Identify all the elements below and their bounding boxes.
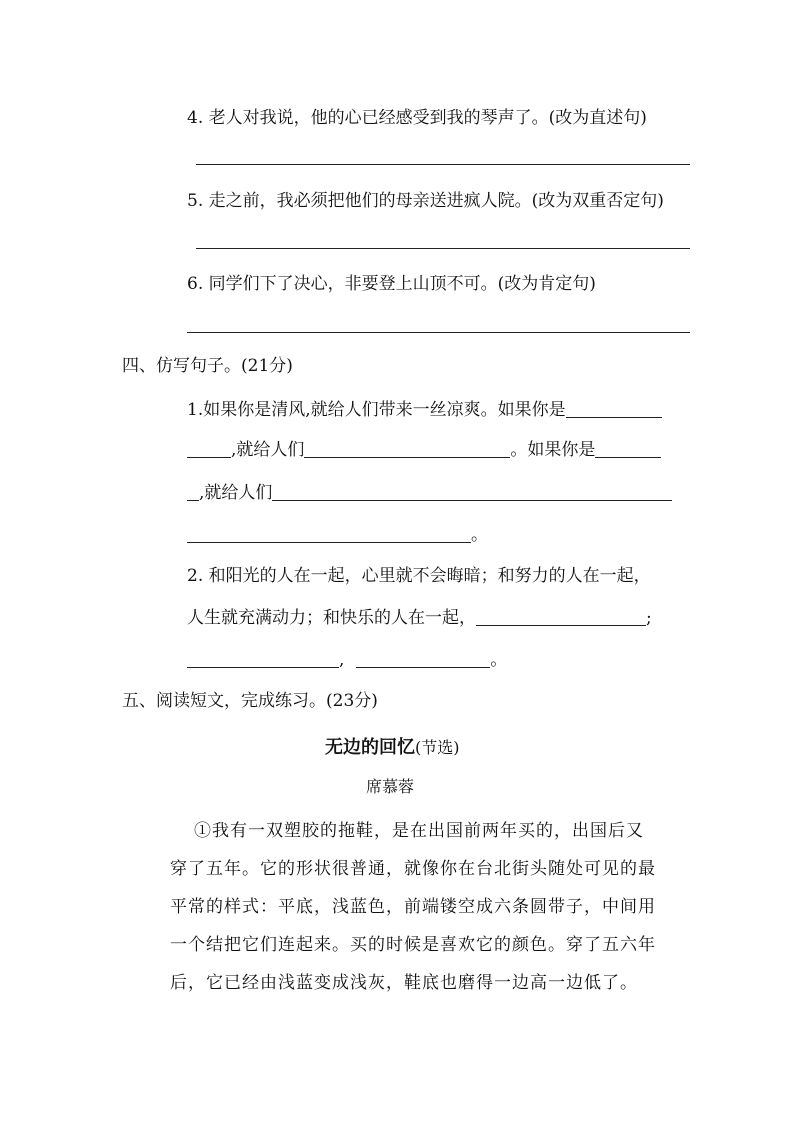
section4-q1-line3: [187, 481, 672, 505]
section4-q2-line3: [187, 648, 507, 672]
fill-blank[interactable]: [187, 526, 471, 543]
question-number: 5.: [187, 191, 204, 211]
question-number: 4.: [187, 108, 204, 128]
question-5: [187, 189, 664, 213]
fill-blank[interactable]: [595, 441, 661, 458]
section4-q1-line4: [187, 523, 488, 547]
answer-line-4[interactable]: [196, 164, 690, 165]
question-4: [187, 106, 647, 130]
reading-title-note: (节选): [415, 738, 460, 757]
question-text: 走之前，我必须把他们的母亲送进疯人院。(改为双重否定句): [208, 191, 664, 211]
q1-text: 。如果你是: [510, 440, 596, 460]
question-text: 同学们下了决心，非要登上山顶不可。(改为肯定句): [208, 274, 596, 294]
q1-text: 1.如果你是清风,就给人们带来一丝凉爽。如果你是: [187, 400, 566, 420]
fill-blank[interactable]: [476, 609, 646, 626]
q1-text: ,就给人们: [231, 440, 305, 460]
section4-q1-line1: [187, 398, 662, 422]
answer-line-6[interactable]: [187, 332, 690, 333]
answer-line-5[interactable]: [196, 248, 690, 249]
fill-blank[interactable]: [566, 401, 662, 418]
question-6: [187, 272, 596, 296]
section5-heading: 五、阅读短文，完成练习。(23分): [122, 691, 378, 711]
reading-author: 席慕蓉: [366, 777, 415, 796]
question-number: 6.: [187, 274, 204, 294]
fill-blank[interactable]: [187, 484, 199, 501]
q2-text: 人生就充满动力；和快乐的人在一起，: [187, 608, 476, 628]
q1-text: ,就给人们: [199, 483, 273, 503]
question-text: 老人对我说，他的心已经感受到我的琴声了。(改为直述句): [208, 108, 647, 128]
fill-blank[interactable]: [272, 484, 672, 501]
section4-q2-line2: [187, 606, 652, 630]
fill-blank[interactable]: [187, 441, 231, 458]
reading-title: [325, 733, 460, 759]
section4-heading: 四、仿写句子。(21分): [122, 356, 293, 376]
q2-text: ;: [646, 608, 652, 628]
section4-q2-line1: 2. 和阳光的人在一起，心里就不会晦暗；和努力的人在一起，: [187, 566, 651, 586]
fill-blank[interactable]: [304, 441, 510, 458]
section4-q1-line2: [187, 438, 661, 462]
reading-title-text: 无边的回忆: [325, 737, 415, 758]
q2-text: 。: [490, 650, 508, 670]
q1-text: 。: [471, 525, 488, 545]
fill-blank[interactable]: [187, 651, 339, 668]
fill-blank[interactable]: [356, 651, 490, 668]
reading-paragraph-1: ①我有一双塑胶的拖鞋，是在出国前两年买的，出国后又穿了五年。它的形状很普通，就像你在台北街头随处可见的最平常的样式：平底，浅蓝色，前端镂空成六条圆带子，中间用一个结把它们连起来。买的时候是喜欢它的颜色。穿了五六年后，它已经由浅蓝变成浅灰，鞋底也磨得一边高一边低了。: [170, 821, 656, 993]
q2-text: ,: [339, 650, 345, 670]
